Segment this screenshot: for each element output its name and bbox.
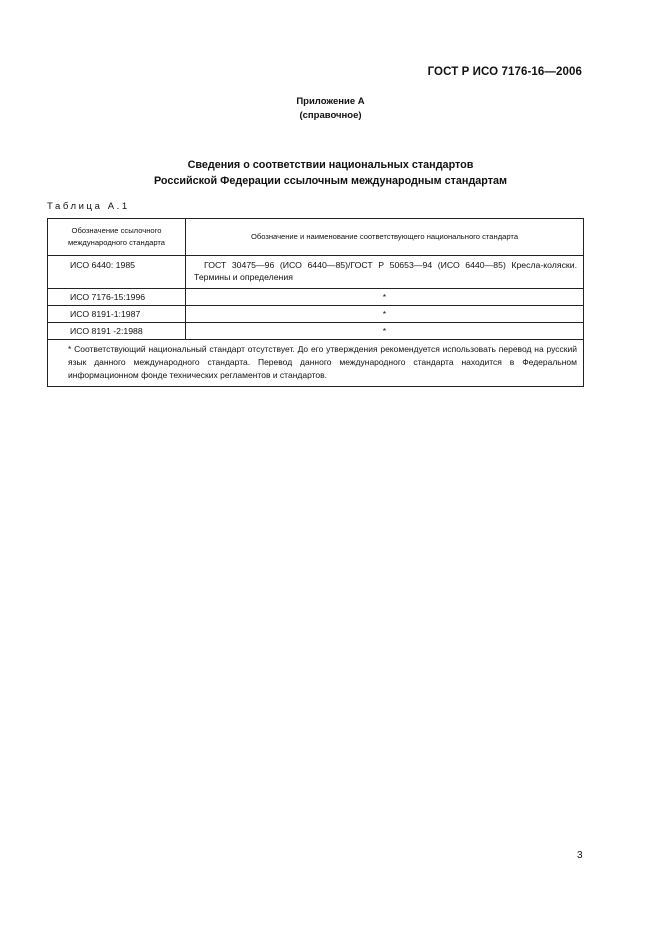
page-number: 3 (577, 850, 583, 861)
appendix-type: (справочное) (299, 110, 362, 121)
table-row (48, 323, 584, 340)
column-header-national: Обозначение и наименование соответствующего национального стандарта (186, 219, 584, 256)
section-title-line-2: Российской Федерации ссылочным международным стандартам (153, 175, 508, 187)
international-standard-cell: ИСО 8191 -2:1988 (48, 323, 186, 340)
international-standard-cell: ИСО 6440: 1985 (48, 256, 186, 289)
table-footnote (48, 340, 584, 387)
table-row (48, 306, 584, 323)
table-row (48, 256, 584, 289)
correspondence-table (47, 218, 584, 387)
national-standard-cell: * (186, 289, 584, 306)
table-header-row (48, 219, 584, 256)
national-standard-cell: * (186, 306, 584, 323)
international-standard-cell: ИСО 8191-1:1987 (48, 306, 186, 323)
national-standard-cell: * (186, 323, 584, 340)
column-header-international: Обозначение ссылочного международного стандарта (48, 219, 186, 256)
document-standard-code: ГОСТ Р ИСО 7176-16—2006 (427, 66, 582, 78)
appendix-heading (0, 95, 661, 123)
section-title (0, 157, 661, 189)
table-row (48, 289, 584, 306)
table-caption: Таблица А.1 (47, 201, 130, 212)
national-standard-cell: ГОСТ 30475—96 (ИСО 6440—85)/ГОСТ Р 50653—94 (ИСО 6440—85) Кресла-коляски. Термины и определения (186, 256, 584, 289)
table-footnote-row (48, 340, 584, 387)
appendix-label: Приложение А (296, 96, 365, 107)
international-standard-cell: ИСО 7176-15:1996 (48, 289, 186, 306)
footnote-text: * Соответствующий национальный стандарт отсутствует. До его утверждения рекомендуется использовать перевод на русский язык данного международного стандарта. Перевод данного международного стандарта находится в Федеральном информационном фонде технических регламентов и стандартов. (68, 344, 577, 380)
section-title-line-1: Сведения о соответствии национальных стандартов (187, 159, 474, 171)
